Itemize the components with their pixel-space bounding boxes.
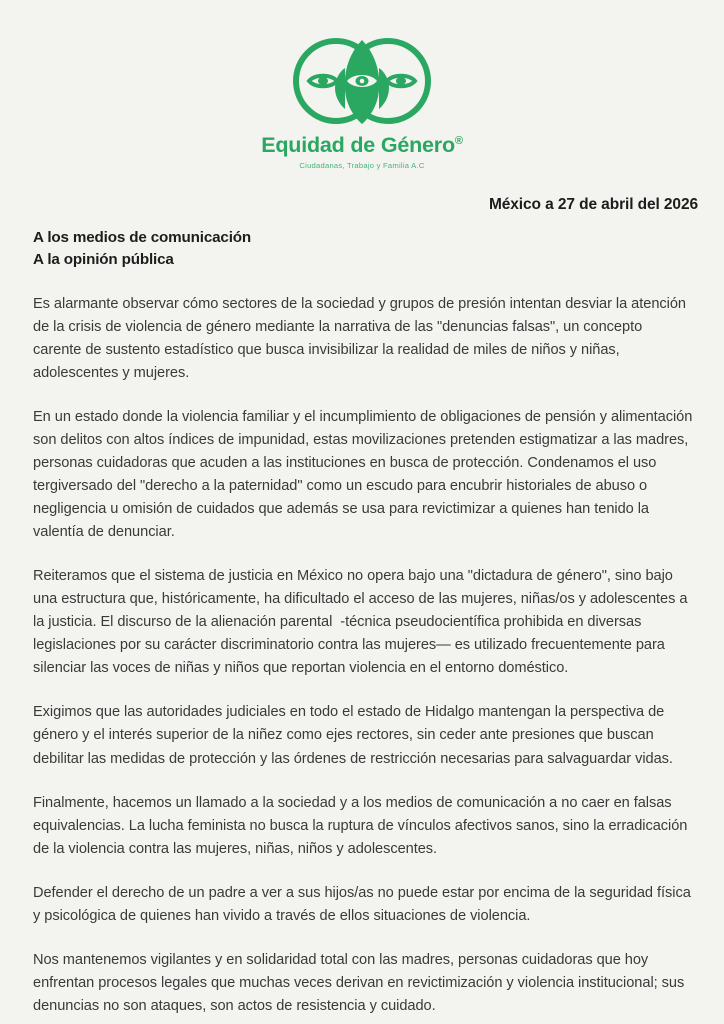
- logo-wordmark: [261, 134, 463, 158]
- document-date: México a 27 de abril del 2026: [488, 195, 698, 213]
- body-paragraph: Reiteramos que el sistema de justicia en México no opera bajo una "dictadura de género", sino bajo una estructura que, históricamente, ha dificultado el acceso de las mujeres, niñas/os y adolescentes a la justicia. El discurso de la alienación parental -técnica pseudocientífica prohibida en diversas legislaciones por su carácter discriminatorio contra las mujeres— es utilizado frecuentemente para silenciar las voces de niñas y niños que reportan violencia en el entorno doméstico.: [33, 568, 688, 677]
- addressee-block: [0, 227, 724, 271]
- addressee-line-2: A la opinión pública: [33, 250, 174, 268]
- body-paragraph: Nos mantenemos vigilantes y en solidaridad total con las madres, personas cuidadoras que hoy enfrentan procesos legales que muchas veces derivan en revictimización y violencia institucional; sus denuncias no son ataques, son actos de resistencia y cuidado.: [33, 951, 685, 1014]
- equidad-de-genero-faces-logo-icon: [291, 32, 433, 130]
- body-paragraph: En un estado donde la violencia familiar y el incumplimiento de obligaciones de pensión y alimentación son delitos con altos índices de impunidad, estas movilizaciones pretenden estigmatizar a las madres, personas cuidadoras que acuden a las instituciones en busca de protección. Condenamos el uso tergiversado del "derecho a la paternidad" como un escudo para encubrir historiales de abuso o negligencia u omisión de cuidados que además se usa para revictimizar a quienes han tenido la valentía de denunciar.: [33, 408, 693, 541]
- logo-wordmark-text: Equidad de Género: [261, 133, 455, 157]
- document-body: [0, 293, 724, 1018]
- registered-trademark-symbol: ®: [454, 134, 463, 147]
- addressee-line-1: A los medios de comunicación: [33, 228, 252, 246]
- body-paragraph: Defender el derecho de un padre a ver a sus hijos/as no puede estar por encima de la seguridad física y psicológica de quienes han vivido a través de ellos situaciones de violencia.: [33, 884, 691, 924]
- body-paragraph: Exigimos que las autoridades judiciales en todo el estado de Hidalgo mantengan la perspectiva de género y el interés superior de la niñez como ejes rectores, sin ceder ante presiones que buscan debilitar las medidas de protección y las órdenes de restricción necesarias para salvaguardar vidas.: [33, 704, 673, 767]
- organization-logo-block: [0, 0, 724, 170]
- logo-subtitle: Ciudadanas, Trabajo y Familia A.C: [299, 160, 425, 170]
- body-paragraph: Es alarmante observar cómo sectores de la sociedad y grupos de presión intentan desviar la atención de la crisis de violencia de género mediante la narrativa de las "denuncias falsas", un concepto carente de sustento estadístico que busca invisibilizar la realidad de miles de niños y niñas, adolescentes y mujeres.: [33, 295, 686, 381]
- body-paragraph: Finalmente, hacemos un llamado a la sociedad y a los medios de comunicación a no caer en falsas equivalencias. La lucha feminista no busca la ruptura de vínculos afectivos sanos, sino la erradicación de la violencia contra las mujeres, niñas, niños y adolescentes.: [33, 794, 688, 857]
